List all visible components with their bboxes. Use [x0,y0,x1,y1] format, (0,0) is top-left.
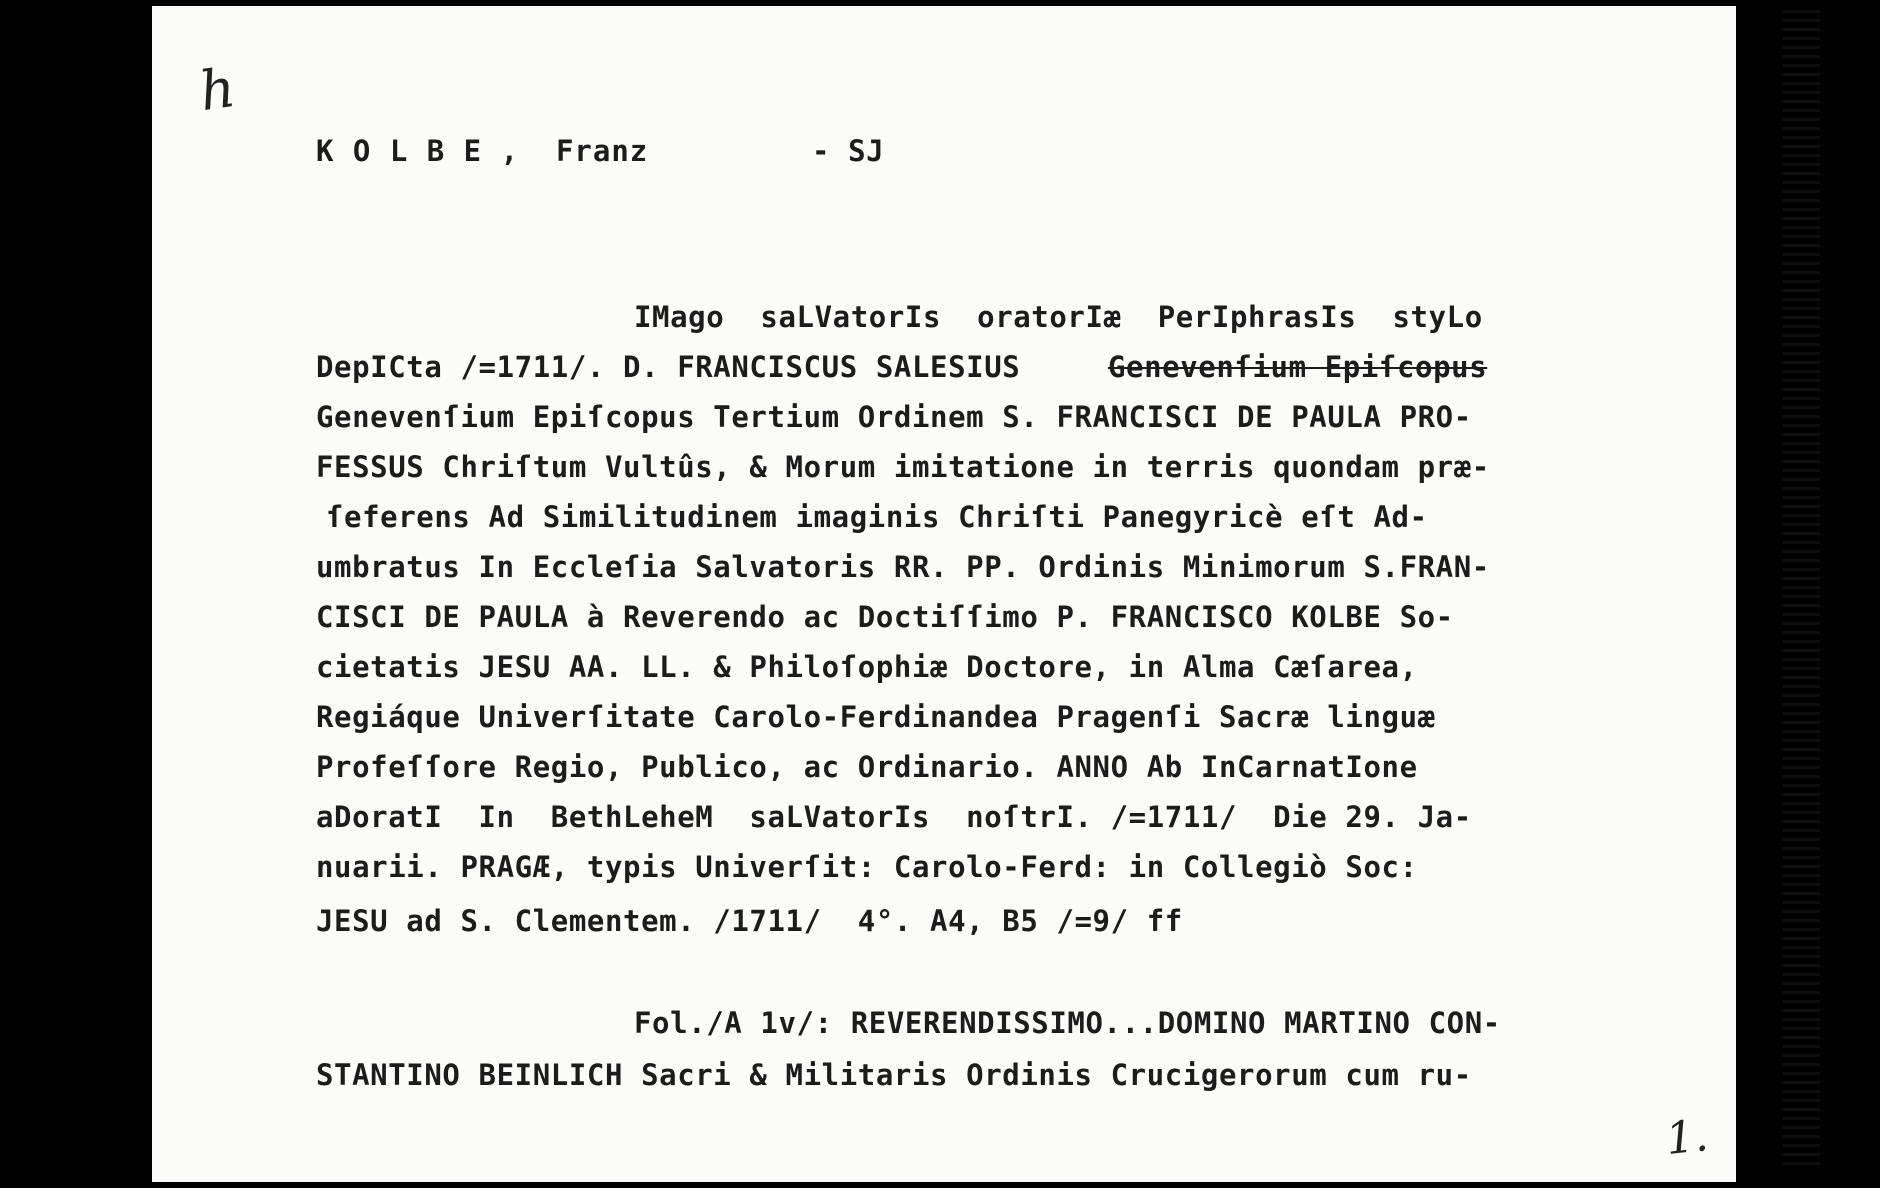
folio-line-2: STANTINO BEINLICH Sacri & Militaris Ordinis Crucigerorum cum ru- [316,1058,1472,1092]
corner-handwritten-mark: h [195,55,239,124]
entry-line-11: aDoratI In BethLeheM saLVatorIs noſtrI. /=1711/ Die 29. Ja- [316,800,1472,834]
scan-edge [1782,10,1820,1170]
entry-line-9: Regiáque Univerſitate Carolo-Ferdinandea Pragenſi Sacræ linguæ [316,700,1436,734]
entry-line-8: cietatis JESU AA. LL. & Philoſophiæ Doctore, in Alma Cæſarea, [316,650,1418,684]
author-name: K O L B E , Franz [316,134,649,168]
entry-line-1: IMago saLVatorIs oratorIæ PerIphrasIs styLo [634,300,1483,334]
entry-line-7: CISCI DE PAULA à Reverendo ac Doctiſſimo P. FRANCISCO KOLBE So- [316,600,1454,634]
struck-text: Genevenſium Epiſcopus [1108,350,1488,384]
page-number: 1. [1663,1109,1711,1166]
entry-line-12: nuarii. PRAGÆ, typis Univerſit: Carolo-Ferd: in Collegiò Soc: [316,850,1418,884]
entry-line-13: JESU ad S. Clementem. /1711/ 4°. A4, B5 /=9/ ff [316,904,1183,938]
entry-line-4: FESSUS Chriſtum Vultûs, & Morum imitatione in terris quondam præ- [316,450,1490,484]
entry-line-10: Profeſſore Regio, Publico, ac Ordinario. ANNO Ab InCarnatIone [316,750,1418,784]
entry-line-6: umbratus In Eccleſia Salvatoris RR. PP. Ordinis Minimorum S.FRAN- [316,550,1490,584]
entry-line-3: Genevenſium Epiſcopus Tertium Ordinem S. FRANCISCI DE PAULA PRO- [316,400,1472,434]
entry-line-5: ſeferens Ad Similitudinem imaginis Chriſti Panegyricè eſt Ad- [326,500,1428,534]
folio-line-1: Fol./A 1v/: REVERENDISSIMO...DOMINO MARTINO CON- [634,1006,1501,1040]
entry-line-2: DepICta /=1711/. D. FRANCISCUS SALESIUS [316,350,1021,384]
author-order: - SJ [812,134,885,168]
